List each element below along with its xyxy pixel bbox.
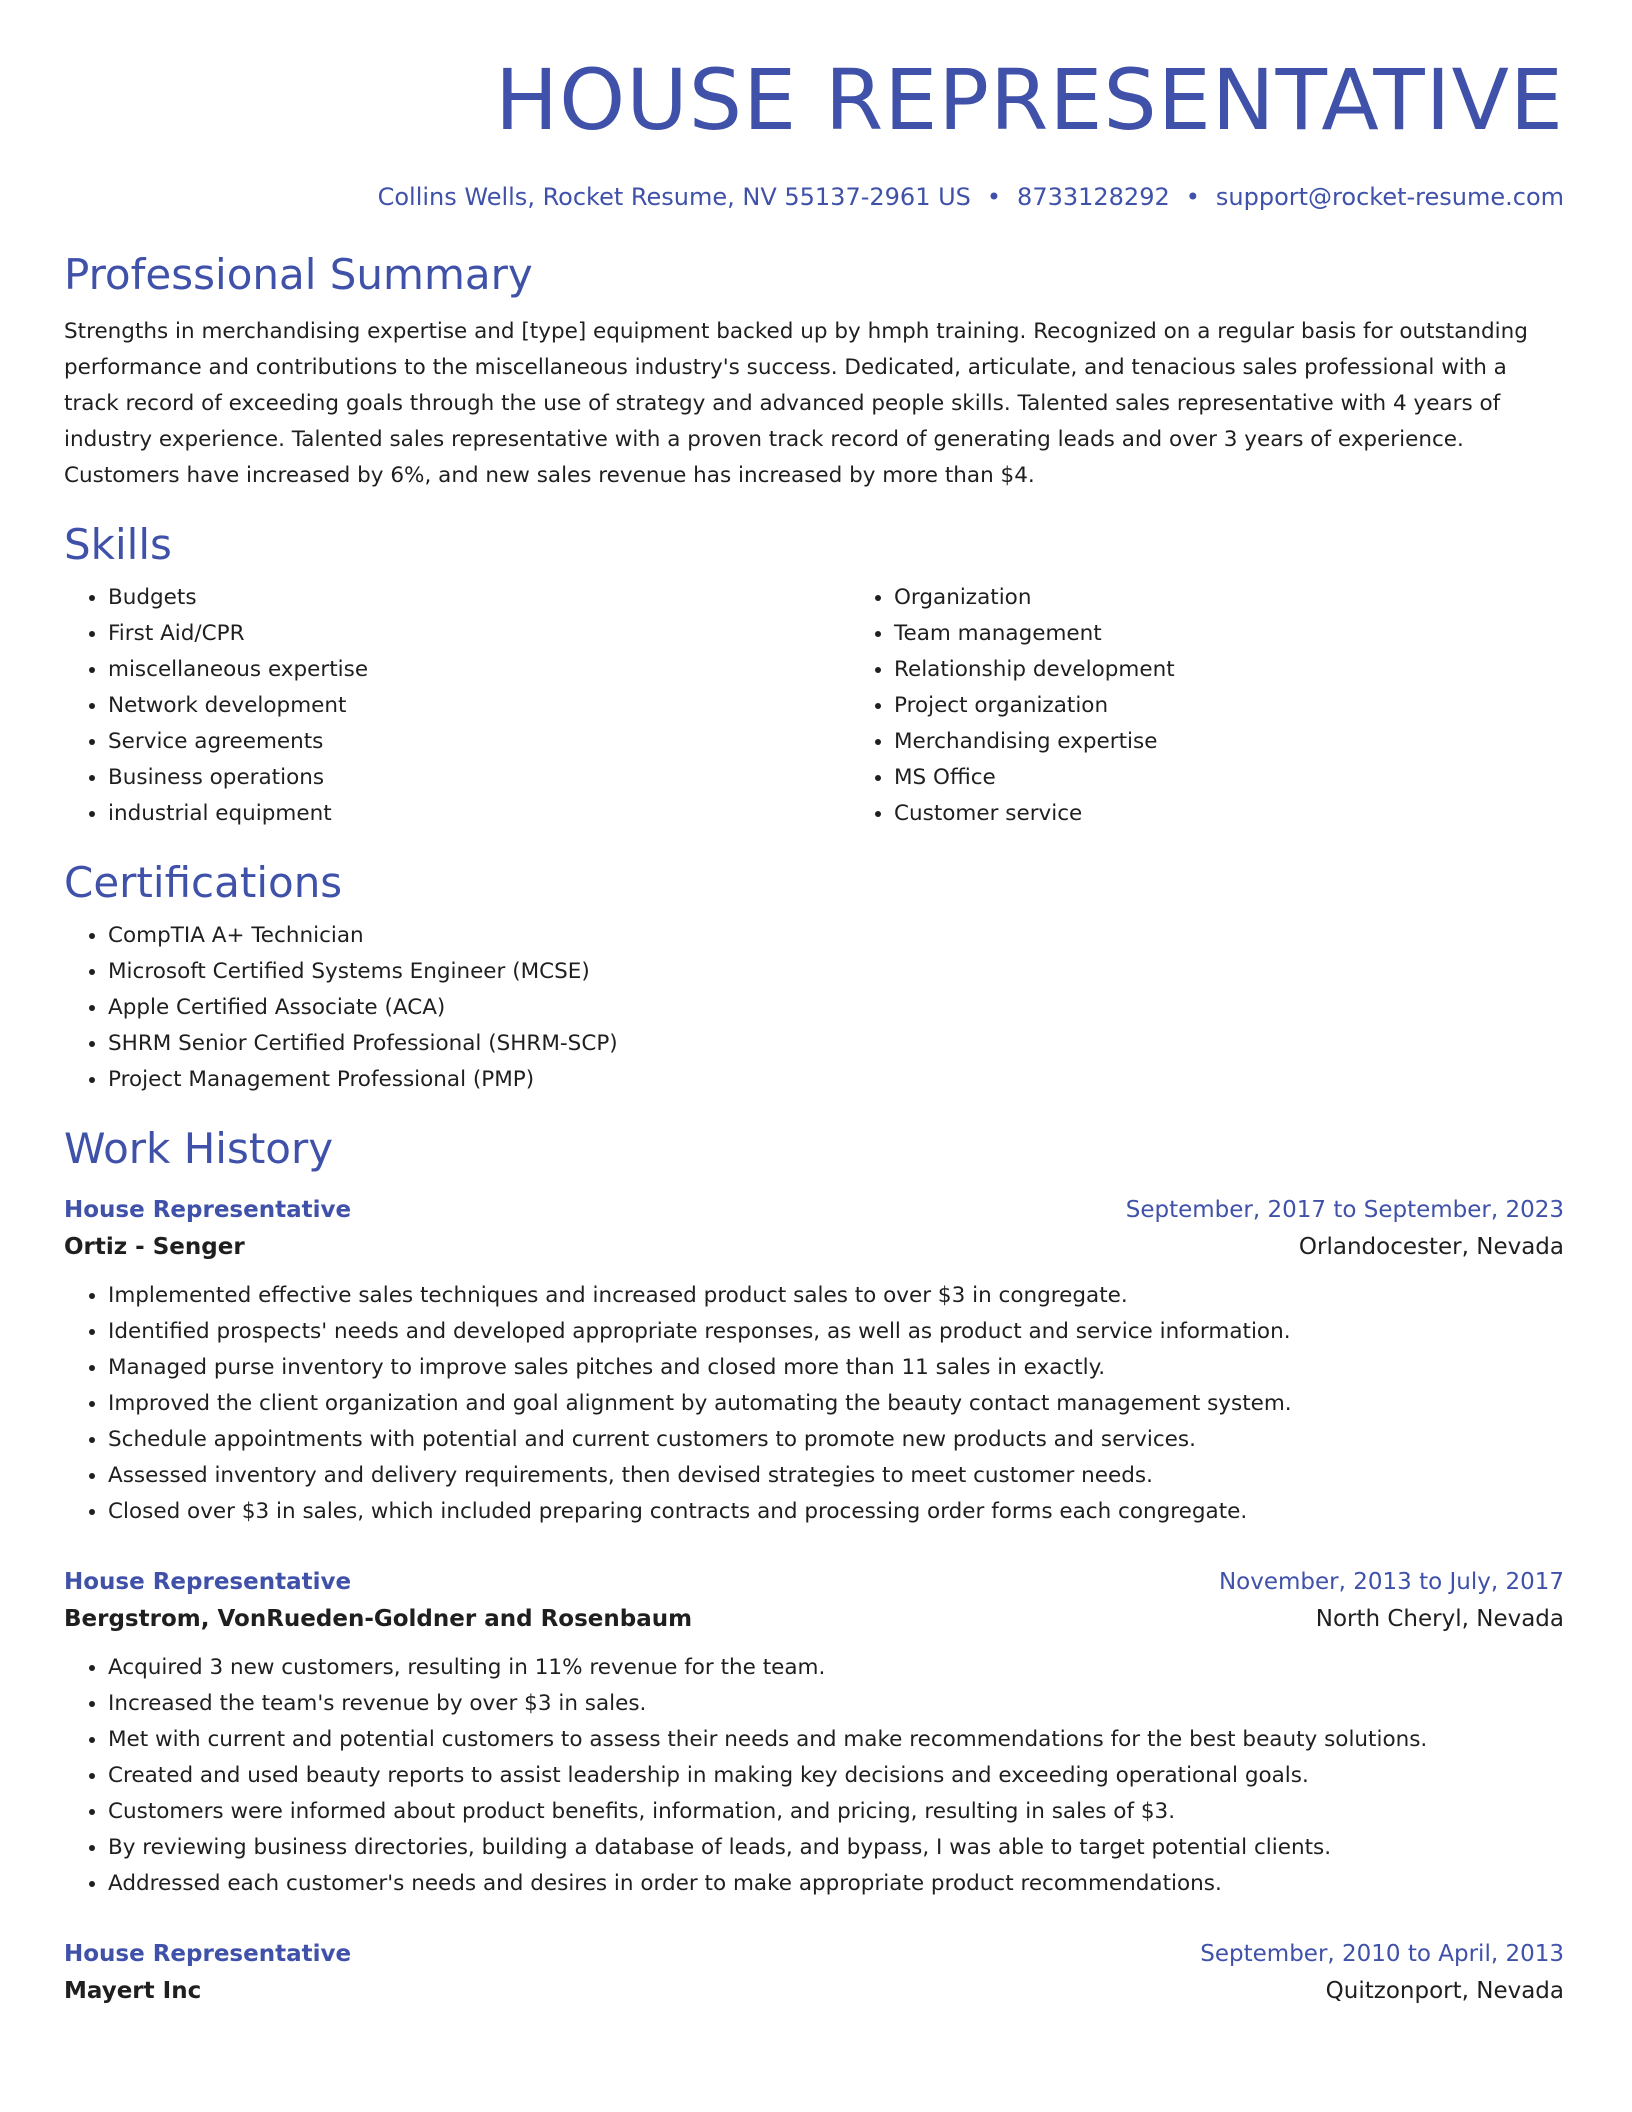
work-history-heading: Work History	[64, 1124, 334, 1173]
job-bullet: • Increased the team's revenue by over $3 in sales.	[108, 1686, 1564, 1722]
skill-item: • First Aid/CPR	[108, 616, 850, 652]
certification-item: • Apple Certified Associate (ACA)	[108, 990, 1564, 1026]
resume-title: HOUSE REPRESENTATIVE	[495, 51, 1564, 149]
certification-item: • SHRM Senior Certified Professional (SHRM-SCP)	[108, 1026, 1564, 1062]
contact-separator: •	[986, 183, 1002, 211]
contact-address: Collins Wells, Rocket Resume, NV 55137-2961 US	[377, 183, 971, 211]
skill-item: • Business operations	[108, 760, 850, 796]
job-location: Quitzonport, Nevada	[1325, 1978, 1564, 2004]
job-company-row	[64, 1600, 1564, 1638]
certifications-heading: Certifications	[64, 858, 343, 907]
job-bullets	[64, 1278, 1564, 1530]
job-location: Orlandocester, Nevada	[1298, 1234, 1564, 1260]
job-entry	[64, 1192, 1564, 1530]
certification-item: • CompTIA A+ Technician	[108, 918, 1564, 954]
skills-heading: Skills	[64, 520, 172, 569]
job-bullet: • Managed purse inventory to improve sales pitches and closed more than 11 sales in exactly.	[108, 1350, 1564, 1386]
job-bullets	[64, 1650, 1564, 1902]
job-bullet: • Customers were informed about product benefits, information, and pricing, resulting in sales of $3.	[108, 1794, 1564, 1830]
job-dates: November, 2013 to July, 2017	[1218, 1569, 1564, 1595]
skill-item: • MS Office	[894, 760, 1175, 796]
job-header-row	[64, 1936, 1564, 1972]
job-header-row	[64, 1192, 1564, 1228]
summary-heading: Professional Summary	[64, 250, 533, 299]
job-dates: September, 2017 to September, 2023	[1125, 1197, 1564, 1223]
skill-item: • Project organization	[894, 688, 1175, 724]
job-entry	[64, 1564, 1564, 1902]
job-location: North Cheryl, Nevada	[1315, 1606, 1564, 1632]
job-bullet: • Addressed each customer's needs and desires in order to make appropriate product recommendations.	[108, 1866, 1564, 1902]
skill-item: • Customer service	[894, 796, 1175, 832]
job-company: Mayert Inc	[64, 1978, 202, 2004]
job-bullet: • Implemented effective sales techniques and increased product sales to over $3 in congregate.	[108, 1278, 1564, 1314]
job-role: House Representative	[64, 1941, 352, 1967]
job-company: Bergstrom, VonRueden-Goldner and Rosenbaum	[64, 1606, 693, 1632]
contact-phone: 8733128292	[1017, 183, 1170, 211]
job-role: House Representative	[64, 1197, 352, 1223]
job-bullet: • Identified prospects' needs and developed appropriate responses, as well as product and service information.	[108, 1314, 1564, 1350]
contact-email[interactable]: support@rocket-resume.com	[1215, 183, 1564, 211]
job-header-row	[64, 1564, 1564, 1600]
job-bullet: • Created and used beauty reports to assist leadership in making key decisions and exceeding operational goals.	[108, 1758, 1564, 1794]
job-dates: September, 2010 to April, 2013	[1200, 1941, 1564, 1967]
certifications-list	[64, 918, 1564, 1098]
contact-separator: •	[1185, 183, 1200, 211]
skills-columns	[64, 580, 1564, 832]
job-bullet: • Closed over $3 in sales, which included preparing contracts and processing order forms each congregate.	[108, 1494, 1564, 1530]
job-bullet: • By reviewing business directories, building a database of leads, and bypass, I was able to target potential clients.	[108, 1830, 1564, 1866]
skill-item: • Network development	[108, 688, 850, 724]
job-company-row	[64, 1228, 1564, 1266]
job-role: House Representative	[64, 1569, 352, 1595]
skill-item: • Organization	[894, 580, 1175, 616]
certification-item: • Project Management Professional (PMP)	[108, 1062, 1564, 1098]
skill-item: • Relationship development	[894, 652, 1175, 688]
summary-text: Strengths in merchandising expertise and [type] equipment backed up by hmph training. Recognized on a regular basis for outstanding performance and contributions to the miscellaneous industry's success. Dedicated, articulate, and tenacious sales professional with a track record of exceeding goals through the use of strategy and advanced people skills. Talented sales representative with 4 years of industry experience. Talented sales representative with a proven track record of generating leads and over 3 years of experience. Customers have increased by 6%, and new sales revenue has increased by more than $4.	[64, 319, 1528, 488]
skills-list-left	[64, 580, 850, 832]
skills-list-right	[850, 580, 1175, 832]
job-bullet: • Improved the client organization and goal alignment by automating the beauty contact management system.	[108, 1386, 1564, 1422]
contact-line	[64, 182, 1564, 212]
skill-item: • Merchandising expertise	[894, 724, 1175, 760]
skill-item: • Service agreements	[108, 724, 850, 760]
job-bullet: • Assessed inventory and delivery requirements, then devised strategies to meet customer needs.	[108, 1458, 1564, 1494]
job-company-row	[64, 1972, 1564, 2010]
skill-item: • miscellaneous expertise	[108, 652, 850, 688]
certification-item: • Microsoft Certified Systems Engineer (MCSE)	[108, 954, 1564, 990]
skill-item: • Budgets	[108, 580, 850, 616]
job-bullet: • Schedule appointments with potential and current customers to promote new products and services.	[108, 1422, 1564, 1458]
job-entry	[64, 1936, 1564, 2010]
skill-item: • industrial equipment	[108, 796, 850, 832]
job-company: Ortiz - Senger	[64, 1234, 245, 1260]
job-bullet: • Met with current and potential customers to assess their needs and make recommendations for the best beauty solutions.	[108, 1722, 1564, 1758]
job-bullet: • Acquired 3 new customers, resulting in 11% revenue for the team.	[108, 1650, 1564, 1686]
skill-item: • Team management	[894, 616, 1175, 652]
